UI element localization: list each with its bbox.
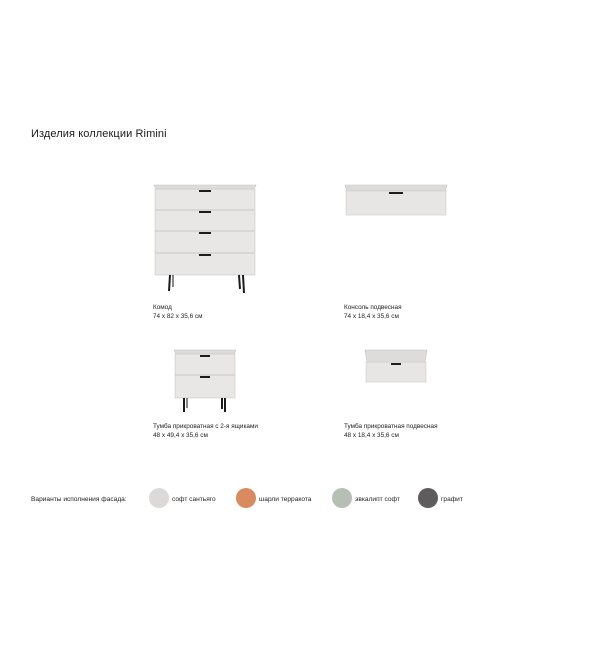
page-title: Изделия коллекции Rimini [31, 128, 167, 140]
product-dimensions: 48 x 18,4 x 35,6 см [344, 431, 399, 439]
finish-swatch-eucalyptus-soft [332, 488, 352, 508]
product-caption-console [344, 304, 402, 321]
product-dimensions: 74 x 18,4 x 35,6 см [344, 312, 399, 320]
finish-name: графит [441, 496, 463, 503]
finish-name: эвкалипт софт [355, 496, 400, 503]
chest-of-drawers-image [152, 183, 258, 293]
product-name: Консоль подвесная [344, 304, 402, 311]
product-caption-wall-nightstand [344, 423, 438, 440]
wall-nightstand-image [363, 348, 429, 384]
finish-name: софт сантьяго [172, 496, 216, 503]
product-caption-nightstand [153, 423, 258, 440]
finish-swatch-charlie-terracotta [236, 488, 256, 508]
finish-name: шарли терракота [259, 496, 312, 503]
product-name: Комод [153, 304, 172, 311]
product-caption-chest [153, 304, 203, 321]
finish-options [31, 488, 571, 512]
product-dimensions: 74 x 82 x 35,6 см [153, 312, 203, 320]
product-dimensions: 48 x 49,4 x 35,6 см [153, 431, 208, 439]
product-name: Тумба прикроватная подвесная [344, 423, 438, 430]
wall-console-image [343, 183, 449, 217]
finish-options-label: Варианты исполнения фасада: [31, 496, 127, 503]
product-name: Тумба прикроватная с 2-я ящиками [153, 423, 258, 430]
finish-swatch-soft-santiago [149, 488, 169, 508]
nightstand-image [172, 348, 238, 414]
finish-swatch-graphite [418, 488, 438, 508]
